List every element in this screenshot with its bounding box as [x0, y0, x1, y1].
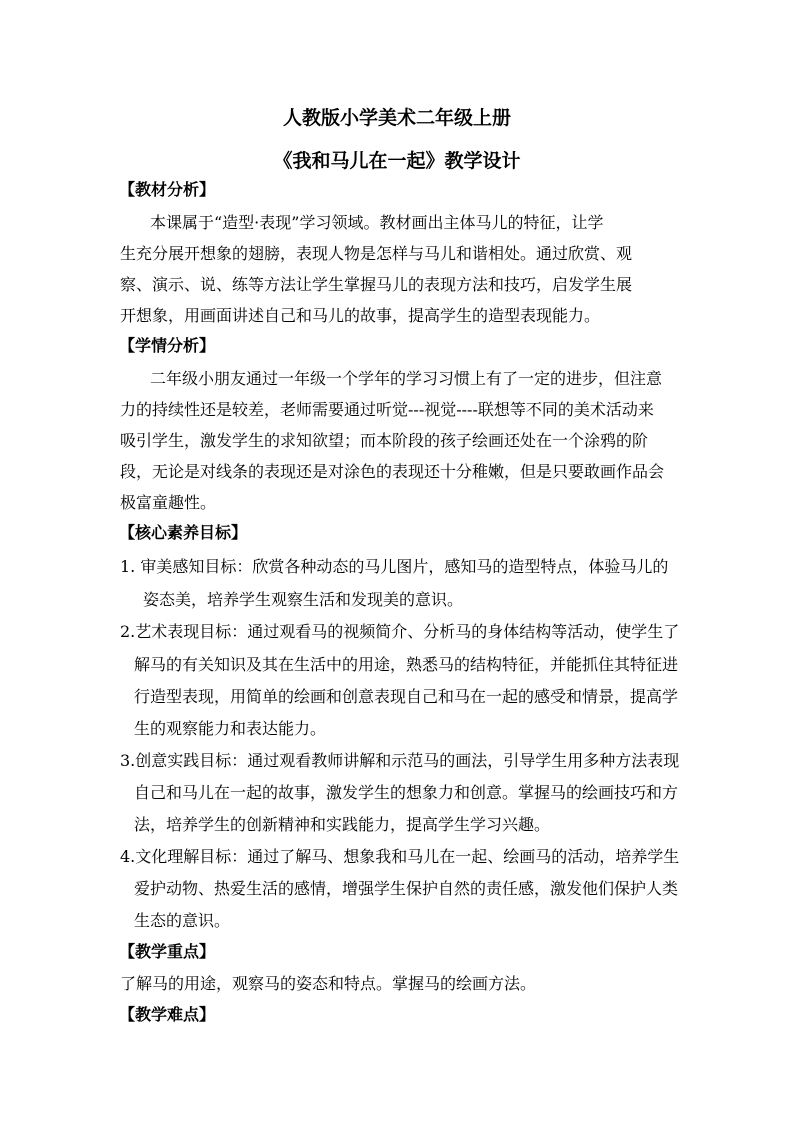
- doc-subtitle: 《我和马儿在一起》教学设计: [273, 150, 521, 172]
- section-heading-textbook-analysis: 【教材分析】: [119, 180, 216, 199]
- goal-line: 4.文化理解目标：通过了解马、想象我和马儿在一起、绘画马的活动，培养学生: [120, 847, 680, 866]
- section-heading-key-points: 【教学重点】: [119, 942, 216, 961]
- paragraph-line: 力的持续性还是较差，老师需要通过听觉---视觉----联想等不同的美术活动来: [120, 400, 654, 419]
- paragraph-line: 生充分展开想象的翅膀，表现人物是怎样与马儿和谐相处。通过欣赏、观: [120, 244, 633, 263]
- goal-line: 自己和马儿在一起的故事，激发学生的想象力和创意。掌握马的绘画技巧和方: [134, 783, 679, 802]
- goal-line: 解马的有关知识及其在生活中的用途，熟悉马的结构特征，并能抓住其特征进: [134, 655, 679, 674]
- doc-title: 人教版小学美术二年级上册: [282, 107, 511, 129]
- goal-line: 2.艺术表现目标：通过观看马的视频简介、分析马的身体结构等活动，使学生了: [120, 622, 680, 641]
- section-heading-student-analysis: 【学情分析】: [119, 336, 216, 355]
- goal-line: 姿态美，培养学生观察生活和发现美的意识。: [143, 590, 464, 609]
- section-heading-core-goals: 【核心素养目标】: [119, 523, 248, 542]
- goal-line: 3.创意实践目标：通过观看教师讲解和示范马的画法，引导学生用多种方法表现: [120, 751, 680, 770]
- paragraph-line: 极富童趣性。: [120, 493, 217, 512]
- goal-line: 1. 审美感知目标：欣赏各种动态的马儿图片，感知马的造型特点，体验马儿的: [120, 557, 669, 576]
- paragraph-line: 二年级小朋友通过一年级一个学年的学习习惯上有了一定的进步，但注意: [150, 369, 663, 388]
- section-heading-difficulties: 【教学难点】: [119, 1005, 216, 1024]
- goal-line: 法，培养学生的创新精神和实践能力，提高学生学习兴趣。: [134, 815, 551, 834]
- paragraph-line: 察、演示、说、练等方法让学生掌握马儿的表现方法和技巧，启发学生展: [120, 275, 633, 294]
- paragraph-line: 开想象，用画面讲述自己和马儿的故事，提高学生的造型表现能力。: [120, 306, 601, 325]
- goal-line: 生的观察能力和表达能力。: [134, 719, 327, 738]
- goal-line: 爱护动物、热爱生活的感情，增强学生保护自然的责任感，激发他们保护人类: [134, 879, 679, 898]
- paragraph-line: 了解马的用途，观察马的姿态和特点。掌握马的绘画方法。: [120, 974, 537, 993]
- goal-line: 生态的意识。: [134, 911, 231, 930]
- paragraph-line: 段，无论是对线条的表现还是对涂色的表现还十分稚嫩，但是只要敢画作品会: [120, 462, 665, 481]
- goal-line: 行造型表现，用简单的绘画和创意表现自己和马在一起的感受和情景，提高学: [134, 687, 679, 706]
- paragraph-line: 本课属于“造型·表现”学习领域。教材画出主体马儿的特征，让学: [150, 213, 604, 232]
- paragraph-line: 吸引学生，激发学生的求知欲望；而本阶段的孩子绘画还处在一个涂鸦的阶: [120, 431, 649, 450]
